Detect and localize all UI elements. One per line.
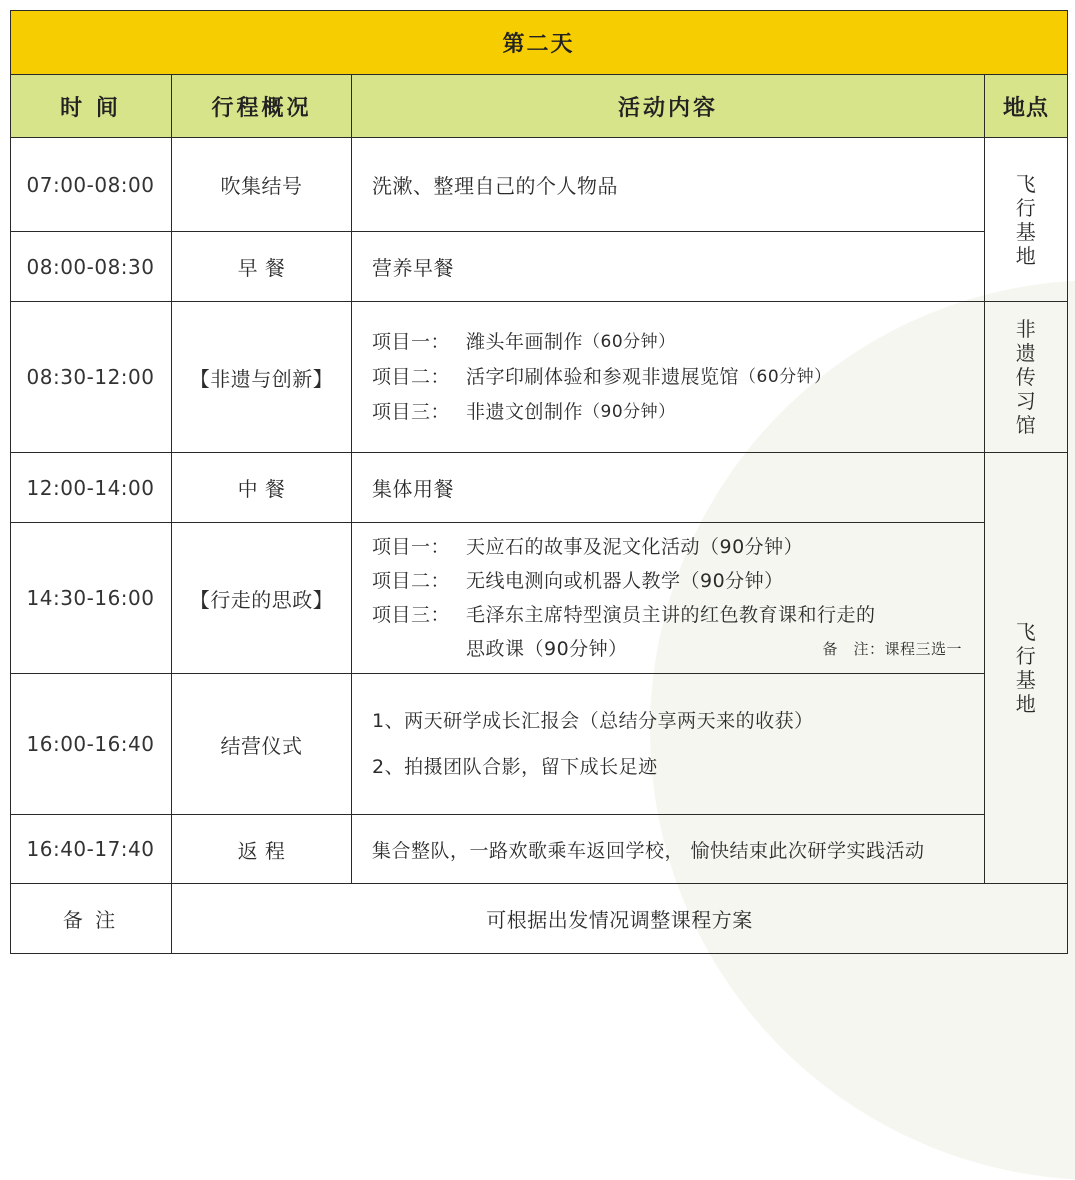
row-overview: 【行走的思政】 [172, 523, 352, 674]
row-overview: 结营仪式 [172, 674, 352, 815]
project-label: 项目一： [372, 330, 451, 353]
location-char: 习 [1015, 389, 1037, 413]
project-item [372, 360, 832, 395]
row-content: 洗漱、整理自己的个人物品 [352, 138, 985, 232]
row-content: 集体用餐 [352, 453, 985, 523]
row-content: 集合整队，一路欢歌乘车返回学校， 愉快结束此次研学实践活动 [352, 815, 985, 884]
header-overview: 行程概况 [172, 75, 352, 138]
row-time: 16:00-16:40 [10, 674, 172, 815]
location-char: 飞 [1015, 171, 1037, 196]
footer-label: 备 注 [10, 884, 172, 954]
row-content: 营养早餐 [352, 232, 985, 302]
location-char: 遗 [1015, 341, 1037, 365]
row-time: 14:30-16:00 [10, 523, 172, 674]
project-text: 活字印刷体验和参观非遗展览馆 [466, 365, 740, 388]
day-title: 第二天 [10, 10, 1068, 75]
row-overview: 中 餐 [172, 453, 352, 523]
row-time: 12:00-14:00 [10, 453, 172, 523]
row-time: 07:00-08:00 [10, 138, 172, 232]
project-text: 潍头年画制作 [466, 330, 584, 353]
header-content: 活动内容 [352, 75, 985, 138]
location-char: 行 [1015, 644, 1037, 668]
row-time: 16:40-17:40 [10, 815, 172, 884]
project-label: 项目二： [372, 365, 451, 388]
row-overview: 返 程 [172, 815, 352, 884]
project-item [372, 530, 803, 564]
project-duration: （90分钟） [583, 401, 676, 422]
location-char: 基 [1015, 219, 1037, 244]
location-char: 行 [1015, 195, 1037, 220]
location-char: 馆 [1015, 413, 1037, 437]
footer-text: 可根据出发情况调整课程方案 [172, 884, 1068, 954]
location-char: 飞 [1015, 620, 1037, 644]
row-overview: 【非遗与创新】 [172, 302, 352, 453]
location-char: 传 [1015, 365, 1037, 389]
location-heritage-hall [985, 302, 1068, 453]
project-label: 项目三： [372, 604, 451, 626]
project-label: 项目三： [372, 400, 451, 423]
header-location: 地点 [985, 75, 1068, 138]
content-line: 1、两天研学成长汇报会（总结分享两天来的收获） [372, 710, 814, 732]
project-duration: （60分钟） [583, 331, 676, 352]
project-item [372, 564, 784, 598]
project-label: 项目一： [372, 536, 451, 558]
project-text: 思政课（90分钟） [466, 638, 628, 660]
project-item [372, 395, 676, 430]
project-duration: （60分钟） [739, 366, 832, 387]
row-overview: 吹集结号 [172, 138, 352, 232]
project-item [372, 325, 676, 360]
row-time: 08:00-08:30 [10, 232, 172, 302]
project-text: 非遗文创制作 [466, 400, 584, 423]
course-note: 备 注：课程三选一 [822, 640, 962, 658]
row-overview: 早 餐 [172, 232, 352, 302]
location-char: 基 [1015, 668, 1037, 692]
location-flight-base [985, 453, 1068, 884]
row-content [352, 674, 985, 815]
project-label [372, 632, 466, 666]
row-content [352, 523, 985, 674]
project-text: 无线电测向或机器人教学（90分钟） [466, 570, 784, 592]
location-char: 非 [1015, 317, 1037, 341]
project-text: 天应石的故事及泥文化活动（90分钟） [466, 536, 804, 558]
location-flight-base [985, 138, 1068, 302]
location-char: 地 [1015, 692, 1037, 716]
row-content [352, 302, 985, 453]
schedule-table [10, 10, 1068, 954]
project-item [372, 632, 962, 666]
row-time: 08:30-12:00 [10, 302, 172, 453]
content-line: 2、拍摄团队合影，留下成长足迹 [372, 756, 658, 778]
project-text: 毛泽东主席特型演员主讲的红色教育课和行走的 [466, 604, 876, 626]
project-item [372, 598, 876, 632]
header-time: 时 间 [10, 75, 172, 138]
project-label: 项目二： [372, 570, 451, 592]
location-char: 地 [1015, 243, 1037, 268]
